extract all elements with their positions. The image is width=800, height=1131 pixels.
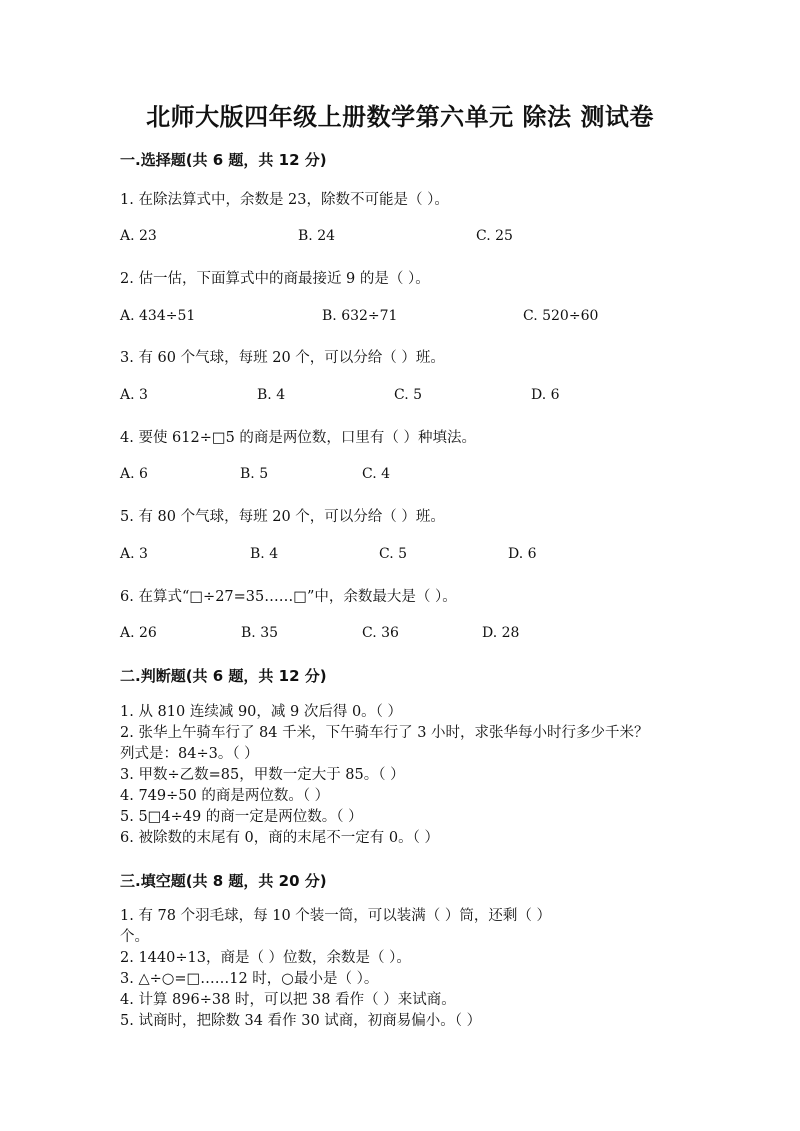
list-item: 4. 计算 896÷38 时，可以把 38 看作（ ）来试商。 — [120, 992, 456, 1008]
list-item: 6. 被除数的末尾有 0，商的末尾不一定有 0。（ ） — [120, 830, 439, 846]
option: A. 3 — [120, 546, 148, 562]
list-item: 4. 749÷50 的商是两位数。（ ） — [120, 788, 330, 804]
list-item: 5. 5□4÷49 的商一定是两位数。（ ） — [120, 809, 363, 825]
list-item: 列式是：84÷3。（ ） — [120, 746, 259, 762]
option: D. 6 — [508, 546, 537, 562]
option: A. 3 — [120, 387, 148, 403]
list-item: 1. 从 810 连续减 90，减 9 次后得 0。（ ） — [120, 704, 403, 720]
option: D. 28 — [482, 625, 520, 641]
option: C. 520÷60 — [523, 308, 599, 324]
list-item: 3. △÷○=□……12 时，○最小是（ ）。 — [120, 971, 379, 987]
option: C. 4 — [362, 466, 391, 482]
option: A. 434÷51 — [120, 308, 196, 324]
list-item: 5. 试商时，把除数 34 看作 30 试商，初商易偏小。（ ） — [120, 1013, 482, 1029]
list-item: 1. 有 78 个羽毛球，每 10 个装一筒，可以装满（ ）筒，还剩（ ） — [120, 908, 551, 924]
option: C. 36 — [362, 625, 399, 641]
option: B. 4 — [257, 387, 286, 403]
section-heading-fill: 三.填空题(共 8 题，共 20 分) — [120, 872, 327, 890]
option: B. 5 — [240, 466, 269, 482]
list-item: 个。 — [120, 929, 149, 945]
question-text: 1. 在除法算式中，余数是 23，除数不可能是（ ）。 — [120, 192, 449, 208]
section-heading-judge: 二.判断题(共 6 题，共 12 分) — [120, 667, 327, 685]
question-text: 5. 有 80 个气球，每班 20 个，可以分给（ ）班。 — [120, 509, 445, 525]
list-item: 2. 1440÷13，商是（ ）位数，余数是（ ）。 — [120, 950, 411, 966]
section-heading-choice: 一.选择题(共 6 题，共 12 分) — [120, 151, 327, 169]
option: D. 6 — [531, 387, 560, 403]
question-text: 6. 在算式“□÷27=35……□”中，余数最大是（ ）。 — [120, 589, 457, 605]
option: B. 4 — [250, 546, 279, 562]
option: B. 632÷71 — [322, 308, 398, 324]
option: A. 23 — [120, 228, 157, 244]
option: C. 5 — [394, 387, 423, 403]
option: A. 26 — [120, 625, 157, 641]
option: A. 6 — [120, 466, 148, 482]
list-item: 3. 甲数÷乙数=85，甲数一定大于 85。（ ） — [120, 767, 405, 783]
option: C. 25 — [476, 228, 513, 244]
option: C. 5 — [379, 546, 408, 562]
option: B. 35 — [241, 625, 279, 641]
question-text: 3. 有 60 个气球，每班 20 个，可以分给（ ）班。 — [120, 350, 445, 366]
fill-list — [120, 906, 700, 1032]
page-title: 北师大版四年级上册数学第六单元 除法 测试卷 — [146, 103, 654, 131]
option: B. 24 — [298, 228, 336, 244]
question-text: 4. 要使 612÷□5 的商是两位数，口里有（ ）种填法。 — [120, 430, 477, 446]
judge-list — [120, 702, 700, 849]
list-item: 2. 张华上午骑车行了 84 千米，下午骑车行了 3 小时，求张华每小时行多少千米？ — [120, 725, 649, 741]
question-text: 2. 估一估，下面算式中的商最接近 9 的是（ ）。 — [120, 271, 430, 287]
